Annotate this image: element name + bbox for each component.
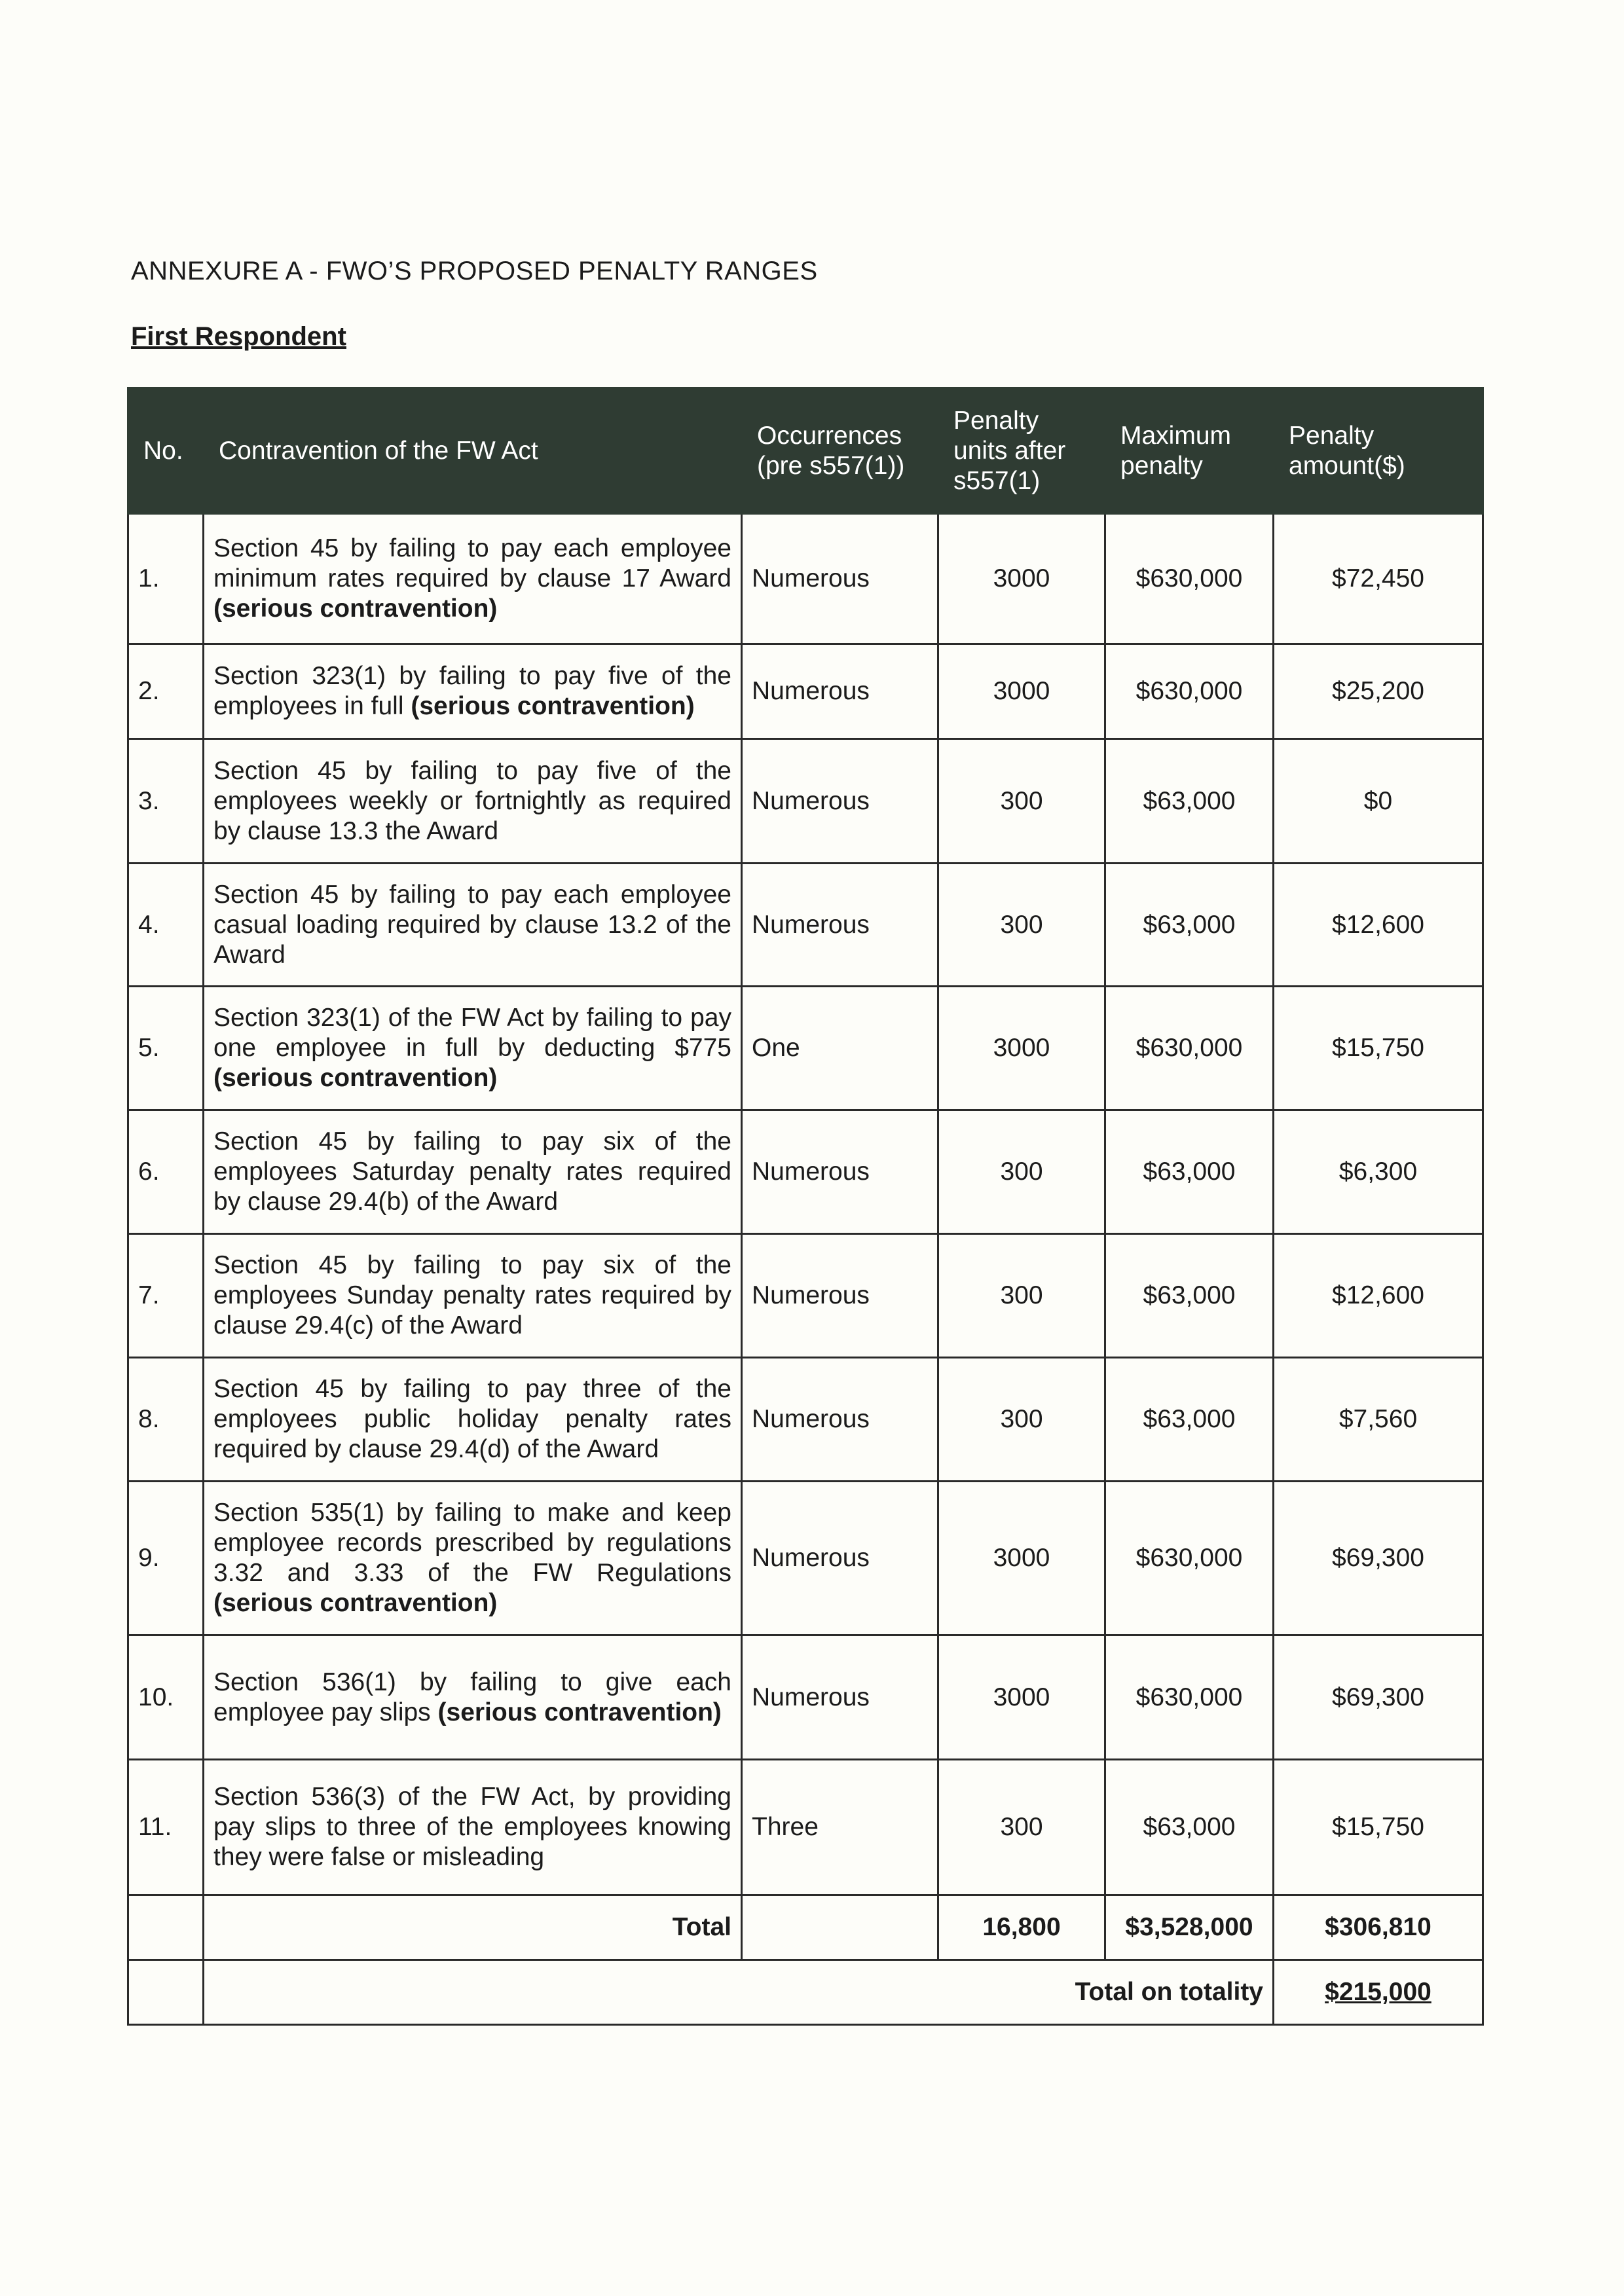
penalty-amount-cell: $0	[1274, 739, 1483, 864]
penalty-units-cell: 300	[938, 739, 1105, 864]
penalty-amount-cell: $69,300	[1274, 1482, 1483, 1635]
row-number: 6.	[128, 1110, 204, 1234]
total-maximum-penalty: $3,528,000	[1105, 1895, 1274, 1960]
header-no: No.	[128, 388, 204, 514]
contravention-text	[204, 1110, 742, 1234]
occurrences-cell: Numerous	[742, 1110, 938, 1234]
row-number: 7.	[128, 1234, 204, 1358]
penalty-units-cell: 300	[938, 864, 1105, 987]
contravention-description: Section 45 by failing to pay each employee minimum rates required by clause 17 Award	[213, 534, 731, 592]
row-number: 11.	[128, 1760, 204, 1895]
penalty-units-cell: 300	[938, 1760, 1105, 1895]
contravention-text	[204, 1482, 742, 1635]
maximum-penalty-cell: $630,000	[1105, 514, 1274, 644]
page-title: ANNEXURE A - FWO’S PROPOSED PENALTY RANGES	[131, 257, 818, 285]
occurrences-cell: Numerous	[742, 1234, 938, 1358]
row-number: 2.	[128, 644, 204, 739]
penalty-amount-cell: $69,300	[1274, 1635, 1483, 1760]
empty-cell	[128, 1895, 204, 1960]
contravention-text	[204, 864, 742, 987]
serious-contravention-note: (serious contravention)	[213, 594, 498, 623]
maximum-penalty-cell: $630,000	[1105, 987, 1274, 1110]
header-occurrences: Occurrences (pre s557(1))	[742, 388, 938, 514]
empty-cell	[742, 1895, 938, 1960]
contravention-text	[204, 514, 742, 644]
maximum-penalty-cell: $63,000	[1105, 1110, 1274, 1234]
serious-contravention-note: (serious contravention)	[213, 1589, 498, 1617]
penalty-units-cell: 300	[938, 1358, 1105, 1482]
occurrences-cell: Numerous	[742, 864, 938, 987]
penalty-units-cell: 3000	[938, 987, 1105, 1110]
table-row	[128, 1760, 1483, 1895]
maximum-penalty-cell: $63,000	[1105, 1234, 1274, 1358]
contravention-description: Section 323(1) of the FW Act by failing to pay one employee in full by deducting $775	[213, 1004, 731, 1062]
penalty-units-cell: 3000	[938, 514, 1105, 644]
row-number: 10.	[128, 1635, 204, 1760]
occurrences-cell: Three	[742, 1760, 938, 1895]
occurrences-cell: Numerous	[742, 1635, 938, 1760]
row-number: 4.	[128, 864, 204, 987]
contravention-text	[204, 1234, 742, 1358]
contravention-text	[204, 1635, 742, 1760]
serious-contravention-note: (serious contravention)	[411, 692, 695, 720]
header-maximum-penalty: Maximum penalty	[1105, 388, 1274, 514]
row-number: 1.	[128, 514, 204, 644]
table-header-row	[128, 388, 1483, 514]
table-row	[128, 514, 1483, 644]
maximum-penalty-cell: $630,000	[1105, 644, 1274, 739]
penalty-units-cell: 3000	[938, 1635, 1105, 1760]
totality-row	[128, 1960, 1483, 2025]
contravention-text	[204, 739, 742, 864]
penalty-units-cell: 3000	[938, 1482, 1105, 1635]
occurrences-cell: Numerous	[742, 1358, 938, 1482]
maximum-penalty-cell: $63,000	[1105, 739, 1274, 864]
totality-amount-cell	[1274, 1960, 1483, 2025]
penalty-units-cell: 3000	[938, 644, 1105, 739]
row-number: 9.	[128, 1482, 204, 1635]
serious-contravention-note: (serious contravention)	[437, 1698, 722, 1726]
table-row	[128, 864, 1483, 987]
table-row	[128, 1110, 1483, 1234]
contravention-description: Section 536(1) by failing to give each employee pay slips	[213, 1667, 731, 1726]
table-row	[128, 987, 1483, 1110]
penalty-table	[127, 387, 1484, 2026]
contravention-text	[204, 1760, 742, 1895]
penalty-units-cell: 300	[938, 1234, 1105, 1358]
contravention-description: Section 45 by failing to pay three of the employees public holiday penalty rates required by clause 29.4(d) of the Award	[213, 1375, 731, 1463]
contravention-description: Section 535(1) by failing to make and keep employee records prescribed by regulations 3.32 and 3.33 of the FW Regulations	[213, 1499, 731, 1587]
penalty-units-cell: 300	[938, 1110, 1105, 1234]
row-number: 5.	[128, 987, 204, 1110]
contravention-description: Section 45 by failing to pay six of the employees Sunday penalty rates required by clause 29.4(c) of the Award	[213, 1251, 731, 1339]
total-row	[128, 1895, 1483, 1960]
total-penalty-units: 16,800	[938, 1895, 1105, 1960]
occurrences-cell: Numerous	[742, 644, 938, 739]
penalty-amount-cell: $12,600	[1274, 864, 1483, 987]
contravention-text	[204, 987, 742, 1110]
maximum-penalty-cell: $63,000	[1105, 1760, 1274, 1895]
header-contravention: Contravention of the FW Act	[204, 388, 742, 514]
row-number: 3.	[128, 739, 204, 864]
penalty-amount-cell: $72,450	[1274, 514, 1483, 644]
maximum-penalty-cell: $63,000	[1105, 1358, 1274, 1482]
penalty-amount-cell: $12,600	[1274, 1234, 1483, 1358]
table-row	[128, 739, 1483, 864]
maximum-penalty-cell: $630,000	[1105, 1482, 1274, 1635]
contravention-description: Section 323(1) by failing to pay five of the employees in full	[213, 662, 731, 720]
occurrences-cell: One	[742, 987, 938, 1110]
header-penalty-amount: Penalty amount($)	[1274, 388, 1483, 514]
header-penalty-units: Penalty units after s557(1)	[938, 388, 1105, 514]
contravention-description: Section 536(3) of the FW Act, by providing pay slips to three of the employees knowing they were false or misleading	[213, 1783, 731, 1871]
table-row	[128, 644, 1483, 739]
table-row	[128, 1234, 1483, 1358]
contravention-description: Section 45 by failing to pay six of the employees Saturday penalty rates required by clause 29.4(b) of the Award	[213, 1127, 731, 1216]
section-heading: First Respondent	[131, 322, 346, 351]
total-label: Total	[204, 1895, 742, 1960]
table-row	[128, 1358, 1483, 1482]
maximum-penalty-cell: $630,000	[1105, 1635, 1274, 1760]
row-number: 8.	[128, 1358, 204, 1482]
penalty-amount-cell: $25,200	[1274, 644, 1483, 739]
contravention-text	[204, 1358, 742, 1482]
empty-cell	[128, 1960, 204, 2025]
occurrences-cell: Numerous	[742, 514, 938, 644]
penalty-amount-cell: $6,300	[1274, 1110, 1483, 1234]
contravention-description: Section 45 by failing to pay five of the employees weekly or fortnightly as required by clause 13.3 the Award	[213, 756, 731, 845]
table-row	[128, 1635, 1483, 1760]
penalty-amount-cell: $7,560	[1274, 1358, 1483, 1482]
totality-amount: $215,000	[1325, 1978, 1431, 2006]
table-row	[128, 1482, 1483, 1635]
serious-contravention-note: (serious contravention)	[213, 1064, 498, 1092]
totality-label: Total on totality	[204, 1960, 1274, 2025]
penalty-amount-cell: $15,750	[1274, 987, 1483, 1110]
maximum-penalty-cell: $63,000	[1105, 864, 1274, 987]
contravention-text	[204, 644, 742, 739]
occurrences-cell: Numerous	[742, 739, 938, 864]
penalty-amount-cell: $15,750	[1274, 1760, 1483, 1895]
contravention-description: Section 45 by failing to pay each employee casual loading required by clause 13.2 of the Award	[213, 880, 731, 969]
occurrences-cell: Numerous	[742, 1482, 938, 1635]
total-penalty-amount: $306,810	[1274, 1895, 1483, 1960]
